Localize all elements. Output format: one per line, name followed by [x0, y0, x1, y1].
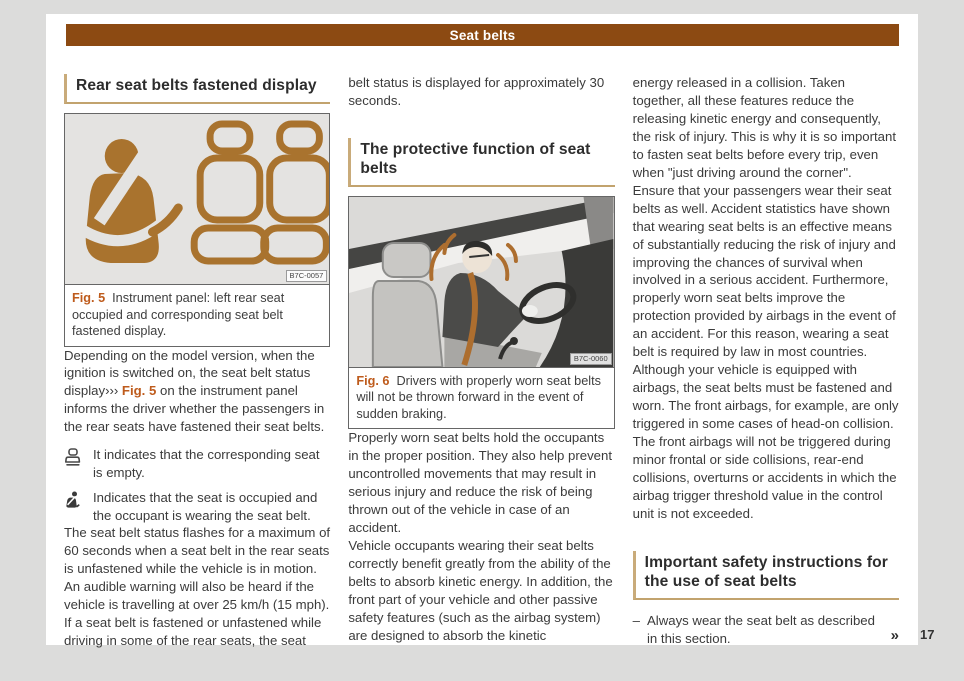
content-columns	[64, 60, 899, 648]
figure-5	[64, 113, 330, 347]
page-number: 17	[920, 627, 935, 642]
continuation-marker: »	[890, 627, 899, 645]
reference-arrows: ›››	[105, 383, 122, 399]
fig5-image-code: B7C-0057	[286, 270, 328, 282]
seat-empty-icon	[64, 446, 84, 481]
legend-text: Indicates that the seat is occupied and the occupant is wearing the seat belt.	[93, 490, 318, 523]
bullet-item	[633, 612, 899, 648]
section-banner	[66, 24, 899, 46]
bullet-text: Always wear the seat belt as described in this section.	[647, 612, 875, 646]
legend-item	[64, 489, 330, 524]
driver-seat-belt-graphic	[349, 197, 613, 367]
legend-item	[64, 446, 330, 481]
heading-text: Rear seat belts fastened display	[76, 77, 317, 94]
fig6-image-code: B7C-0060	[570, 353, 612, 365]
fig5-label: Fig. 5	[72, 291, 106, 306]
fig6-caption	[348, 367, 614, 430]
section-heading-rear-seat-belts	[64, 74, 330, 104]
fig6-illustration	[348, 196, 614, 368]
fig5-reference: Fig. 5	[121, 383, 157, 399]
section-banner-title: Seat belts	[449, 27, 516, 43]
paragraph: Vehicle occupants wearing their seat belts correctly benefit greatly from the ability of the belts to absorb kinetic energy. In addition, the front part of your vehicle and other passive safety features (such as the airbag system) are designed to absorb the kinetic	[348, 538, 613, 643]
paragraph	[64, 347, 330, 437]
paragraph: Properly worn seat belts hold the occupants in the proper position. They also help prevent uncontrolled movements that may result in serious injury and reduce the risk of being thrown out of the vehicle in case of an accident.	[348, 430, 613, 536]
paragraph: The seat belt status flashes for a maximum of 60 seconds when a seat belt in the rear seats is unfastened while the vehicle is in motion. An audible warning will also be heard if the vehicle is travelling at over 25 km/h (15 mph).	[64, 524, 331, 612]
section-heading-protective-function	[348, 138, 614, 187]
middle-column	[348, 60, 614, 645]
paragraph: Ensure that your passengers wear their seat belts as well. Accident statistics have shown that wearing seat belts is an effective means of substantially reducing the risk of injury and improving the chances of survival when involved in a serious accident. Furthermore, properly worn seat belts improve the protection provided by airbags in the event of an accident. For this reason, wearing a seat belt is required by law in most countries.	[632, 182, 896, 360]
right-column	[633, 60, 899, 645]
paragraph-text: on the instrument panel informs the driver whether the passengers in the rear seats have fastened their seat belts.	[64, 383, 325, 435]
fig5-illustration	[64, 113, 330, 285]
figure-6	[348, 196, 614, 430]
bullet-dash: –	[632, 612, 640, 628]
heading-text: The protective function of seat belts	[360, 140, 591, 177]
status-legend	[64, 446, 330, 524]
fig6-caption-text: Drivers with properly worn seat belts will not be thrown forward in the event of sudden braking.	[356, 373, 601, 421]
instrument-panel-display-graphic	[65, 114, 329, 284]
heading-text: Important safety instructions for the use of seat belts	[644, 553, 888, 590]
legend-text: It indicates that the corresponding seat is empty.	[93, 447, 320, 480]
fig5-caption	[64, 284, 330, 347]
fig6-label: Fig. 6	[356, 373, 390, 388]
paragraph: If a seat belt is fastened or unfastened while driving in some of the rear seats, the seat	[64, 614, 322, 648]
section-heading-safety-instructions	[633, 551, 899, 600]
left-column	[64, 60, 331, 648]
paragraph-text: Depending on the model version, when the ignition is switched on, the seat belt status display	[64, 347, 315, 399]
fig5-caption-text: Instrument panel: left rear seat occupied and corresponding seat belt fastened display.	[72, 291, 285, 339]
paragraph: belt status is displayed for approximately 30 seconds.	[348, 75, 605, 108]
manual-page	[46, 14, 918, 648]
paragraph: energy released in a collision. Taken together, all these features reduce the releasing kinetic energy and consequently, the risk of injury. This is why it is so important to fasten seat belts before every trip, even when "just driving around the corner".	[632, 75, 896, 180]
paragraph: Although your vehicle is equipped with airbags, the seat belts must be fastened and worn. The front airbags, for example, are only triggered in some cases of head-on collision. The front airbags will not be triggered during minor frontal or side collisions, rear-end collisions, overturns or accidents in which the airbag trigger threshold value in the control unit is not exceeded.	[632, 362, 899, 521]
seat-occupied-belt-icon	[64, 489, 84, 524]
